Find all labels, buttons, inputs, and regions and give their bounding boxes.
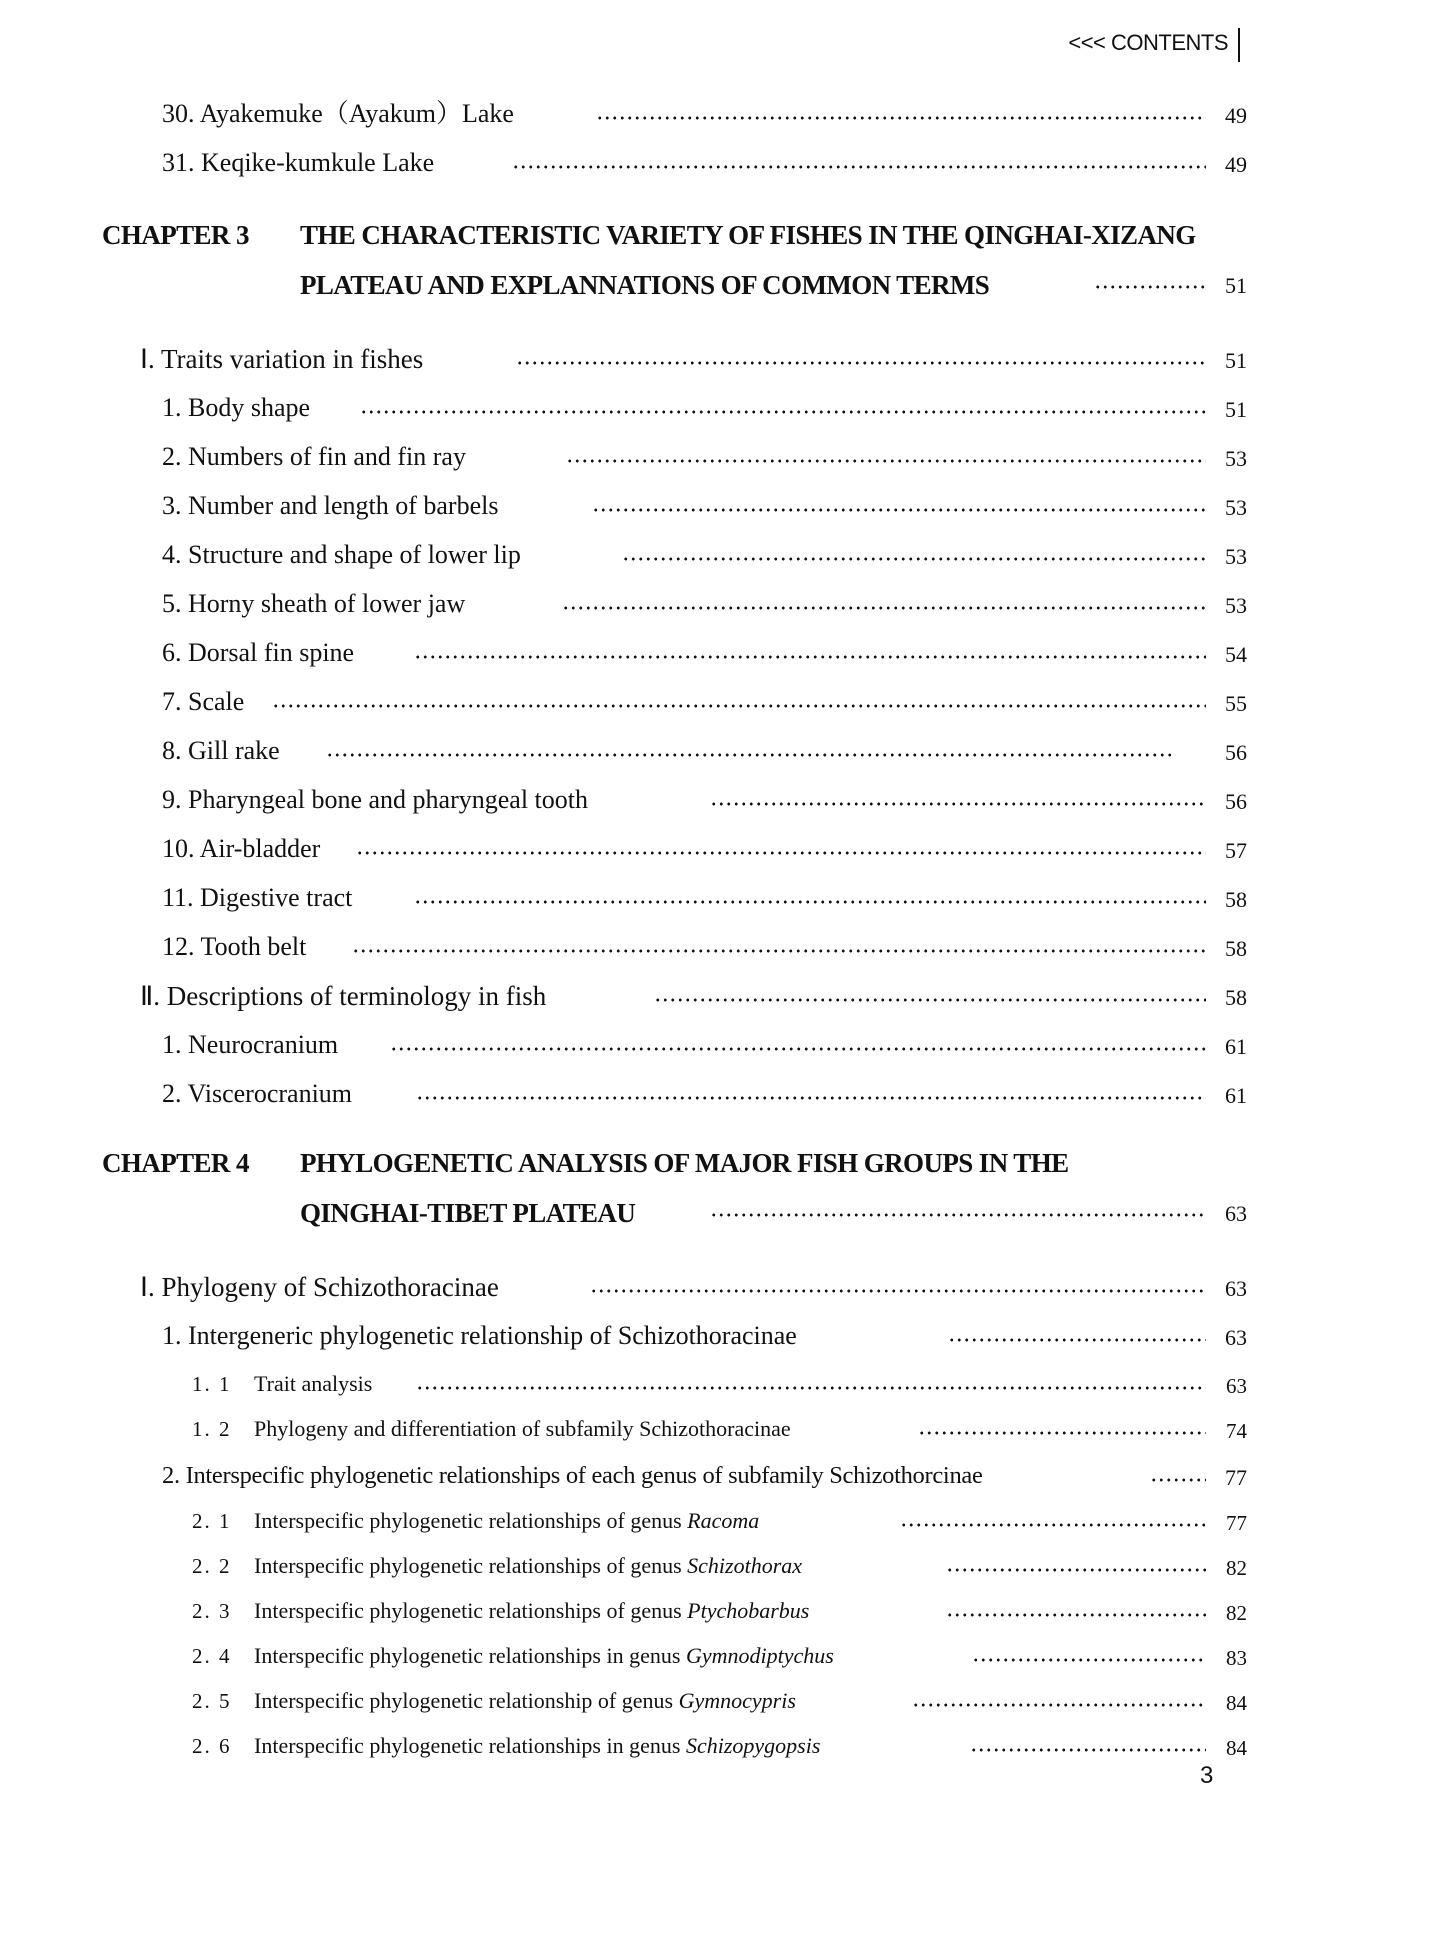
toc-entry-page: 56 — [1225, 740, 1247, 765]
running-header — [1000, 28, 1240, 62]
toc-entry[interactable] — [0, 1027, 1439, 1063]
chapter-number[interactable]: CHAPTER 4 — [102, 1148, 249, 1178]
toc-entry-label: 1. Neurocranium — [162, 1030, 339, 1059]
toc-entry-page: 84 — [1226, 1736, 1247, 1760]
leader-dots — [416, 1096, 1206, 1100]
leader-dots — [948, 1338, 1206, 1342]
genus-name: Ptychobarbus — [687, 1598, 810, 1623]
toc-entry-label: Interspecific phylogenetic relationship of genus — [254, 1688, 674, 1713]
leader-dots — [918, 1431, 1206, 1435]
toc-entry[interactable] — [0, 1683, 1439, 1719]
toc-entry-label: 6. Dorsal fin spine — [162, 638, 355, 667]
toc-entry-page: 54 — [1225, 642, 1247, 667]
toc-entry-label: 31. Keqike-kumkule Lake — [162, 148, 435, 177]
toc-entry[interactable] — [0, 1593, 1439, 1629]
leader-dots — [972, 1658, 1206, 1662]
toc-entry-number: 2. 5 — [192, 1689, 232, 1713]
toc-entry[interactable] — [0, 1318, 1439, 1354]
leader-dots — [512, 165, 1206, 169]
toc-entry[interactable] — [0, 390, 1439, 426]
toc-entry-label: Ⅱ. Descriptions of terminology in fish — [140, 981, 547, 1011]
leader-dots — [912, 1703, 1206, 1707]
toc-entry[interactable] — [0, 1638, 1439, 1674]
leader-dots — [710, 802, 1206, 806]
toc-entry-label: 30. Ayakemuke（Ayakum）Lake — [162, 99, 514, 128]
toc-entry[interactable] — [0, 1366, 1439, 1402]
header-rule — [1238, 28, 1240, 62]
toc-entry-label: 5. Horny sheath of lower jaw — [162, 589, 466, 618]
toc-entry-page: 82 — [1226, 1601, 1247, 1625]
toc-entry[interactable] — [0, 96, 1439, 132]
toc-entry[interactable] — [0, 1411, 1439, 1447]
toc-entry-label: Interspecific phylogenetic relationships of genus — [254, 1598, 682, 1623]
toc-entry-page: 82 — [1226, 1556, 1247, 1580]
toc-entry[interactable] — [0, 831, 1439, 867]
toc-entry[interactable] — [0, 684, 1439, 720]
toc-entry-label: 4. Structure and shape of lower lip — [162, 540, 521, 569]
toc-entry-number: 1. 1 — [192, 1372, 232, 1396]
toc-entry-page: 58 — [1225, 936, 1247, 961]
toc-entry-page: 77 — [1225, 1465, 1247, 1490]
chapter-page: 63 — [1225, 1201, 1247, 1226]
toc-entry[interactable] — [0, 733, 1439, 769]
leader-dots — [352, 949, 1206, 953]
toc-entry-page: 49 — [1225, 103, 1247, 128]
chapter-number[interactable]: CHAPTER 3 — [102, 220, 249, 250]
toc-entry[interactable] — [0, 341, 1439, 377]
toc-entry[interactable] — [0, 880, 1439, 916]
genus-name: Schizopygopsis — [685, 1733, 821, 1758]
toc-entry-label: Ⅰ. Phylogeny of Schizothoracinae — [140, 1272, 499, 1302]
toc-entry-page: 77 — [1226, 1511, 1247, 1535]
leader-dots — [414, 655, 1206, 659]
toc-entry-label: Interspecific phylogenetic relationships in genus — [254, 1733, 681, 1758]
toc-entry-number: 2. 1 — [192, 1509, 232, 1533]
toc-entry-label: Ⅰ. Traits variation in fishes — [140, 344, 424, 374]
toc-entry-page: 63 — [1226, 1374, 1247, 1398]
chapter-title-line1[interactable]: THE CHARACTERISTIC VARIETY OF FISHES IN THE QINGHAI-XIZANG — [300, 220, 1196, 250]
leader-dots — [900, 1523, 1206, 1527]
toc-entry-label: 2. Viscerocranium — [162, 1079, 353, 1108]
toc-entry-label: Trait analysis — [254, 1371, 373, 1396]
toc-entry-page: 84 — [1226, 1691, 1247, 1715]
toc-entry-number: 2. 6 — [192, 1734, 232, 1758]
toc-entry-label: 1. Intergeneric phylogenetic relationship of Schizothoracinae — [162, 1321, 797, 1350]
toc-entry[interactable] — [0, 1269, 1439, 1305]
toc-entry[interactable] — [0, 439, 1439, 475]
toc-entry-page: 51 — [1225, 348, 1247, 373]
leader-dots — [946, 1613, 1206, 1617]
toc-entry-page: 57 — [1225, 838, 1247, 863]
leader-dots — [272, 704, 1206, 708]
leader-dots — [414, 900, 1206, 904]
leader-dots — [970, 1748, 1206, 1752]
toc-entry-page: 53 — [1225, 446, 1247, 471]
genus-name: Schizothorax — [687, 1553, 803, 1578]
toc-entry-label: Interspecific phylogenetic relationships in genus — [254, 1643, 681, 1668]
leader-dots — [1150, 1478, 1206, 1482]
toc-entry[interactable] — [0, 635, 1439, 671]
toc-entry-page: 61 — [1225, 1083, 1247, 1108]
leader-dots — [710, 1213, 1206, 1217]
toc-entry-label: 9. Pharyngeal bone and pharyngeal tooth — [162, 785, 588, 814]
toc-entry[interactable] — [0, 145, 1439, 181]
toc-entry[interactable] — [0, 1728, 1439, 1764]
toc-entry-number: 2. 4 — [192, 1644, 232, 1668]
leader-dots — [596, 116, 1206, 120]
toc-entry[interactable] — [0, 978, 1439, 1014]
toc-entry-label: Interspecific phylogenetic relationships of genus — [254, 1553, 682, 1578]
toc-entry-label: 8. Gill rake — [162, 736, 280, 765]
toc-entry-label: 1. Body shape — [162, 393, 311, 422]
toc-entry-page: 63 — [1225, 1325, 1247, 1350]
leader-dots — [566, 459, 1206, 463]
leader-dots — [592, 508, 1206, 512]
leader-dots — [946, 1568, 1206, 1572]
toc-entry-page: 58 — [1225, 985, 1247, 1010]
toc-entry[interactable] — [0, 929, 1439, 965]
leader-dots — [654, 998, 1206, 1002]
toc-entry-page: 51 — [1225, 397, 1247, 422]
toc-entry[interactable] — [0, 1076, 1439, 1112]
toc-entry-page: 53 — [1225, 495, 1247, 520]
toc-entry-page: 55 — [1225, 691, 1247, 716]
leader-dots — [360, 410, 1206, 414]
genus-name: Gymnocypris — [678, 1688, 796, 1713]
chapter-title-line2[interactable]: QINGHAI-TIBET PLATEAU — [300, 1198, 636, 1228]
genus-name: Gymnodiptychus — [685, 1643, 834, 1668]
toc-entry[interactable] — [0, 488, 1439, 524]
toc-entry-label: 12. Tooth belt — [162, 932, 307, 961]
leader-dots — [326, 753, 1176, 757]
toc-entry-page: 53 — [1225, 593, 1247, 618]
toc-entry-label: 3. Number and length of barbels — [162, 491, 499, 520]
toc-entry-page: 49 — [1225, 152, 1247, 177]
toc-entry-label: Phylogeny and differentiation of subfamily Schizothoracinae — [254, 1416, 791, 1441]
toc-entry-number: 2. 2 — [192, 1554, 232, 1578]
toc-entry-page: 63 — [1225, 1276, 1247, 1301]
toc-entry-number: 2. 3 — [192, 1599, 232, 1623]
toc-entry[interactable] — [0, 1458, 1439, 1494]
toc-entry-page: 74 — [1226, 1419, 1247, 1443]
toc-entry-label: 7. Scale — [162, 687, 245, 716]
toc-entry-label: Interspecific phylogenetic relationships of genus — [254, 1508, 682, 1533]
toc-entry-page: 58 — [1225, 887, 1247, 912]
toc-entry-page: 61 — [1225, 1034, 1247, 1059]
chapter-page: 51 — [1225, 273, 1247, 298]
leader-dots — [416, 1386, 1206, 1390]
leader-dots — [516, 361, 1206, 365]
leader-dots — [622, 557, 1206, 561]
toc-entry-page: 56 — [1225, 789, 1247, 814]
toc-entry-label: 11. Digestive tract — [162, 883, 353, 912]
toc-entry-label: 2. Numbers of fin and fin ray — [162, 442, 466, 471]
genus-name: Racoma — [687, 1508, 760, 1533]
leader-dots — [590, 1289, 1206, 1293]
toc-entry-number: 1. 2 — [192, 1417, 232, 1441]
toc-entry[interactable] — [0, 1503, 1439, 1539]
page-number: 3 — [1200, 1762, 1214, 1789]
toc-entry-label: 2. Interspecific phylogenetic relationships of each genus of subfamily Schizothorcinae — [162, 1462, 983, 1489]
chapter-title-line2[interactable]: PLATEAU AND EXPLANNATIONS OF COMMON TERMS — [300, 270, 990, 300]
toc-entry[interactable] — [0, 782, 1439, 818]
toc-entry[interactable] — [0, 586, 1439, 622]
leader-dots — [1094, 285, 1206, 289]
leader-dots — [356, 851, 1206, 855]
toc-entry-page: 53 — [1225, 544, 1247, 569]
toc-entry-label: 10. Air-bladder — [162, 834, 321, 863]
toc-entry[interactable] — [0, 537, 1439, 573]
chapter-title-line1[interactable]: PHYLOGENETIC ANALYSIS OF MAJOR FISH GROUPS IN THE — [300, 1148, 1069, 1178]
header-section-label: <<< CONTENTS — [1068, 30, 1228, 55]
leader-dots — [390, 1047, 1206, 1051]
toc-entry[interactable] — [0, 1548, 1439, 1584]
toc-entry-page: 83 — [1226, 1646, 1247, 1670]
leader-dots — [562, 606, 1206, 610]
